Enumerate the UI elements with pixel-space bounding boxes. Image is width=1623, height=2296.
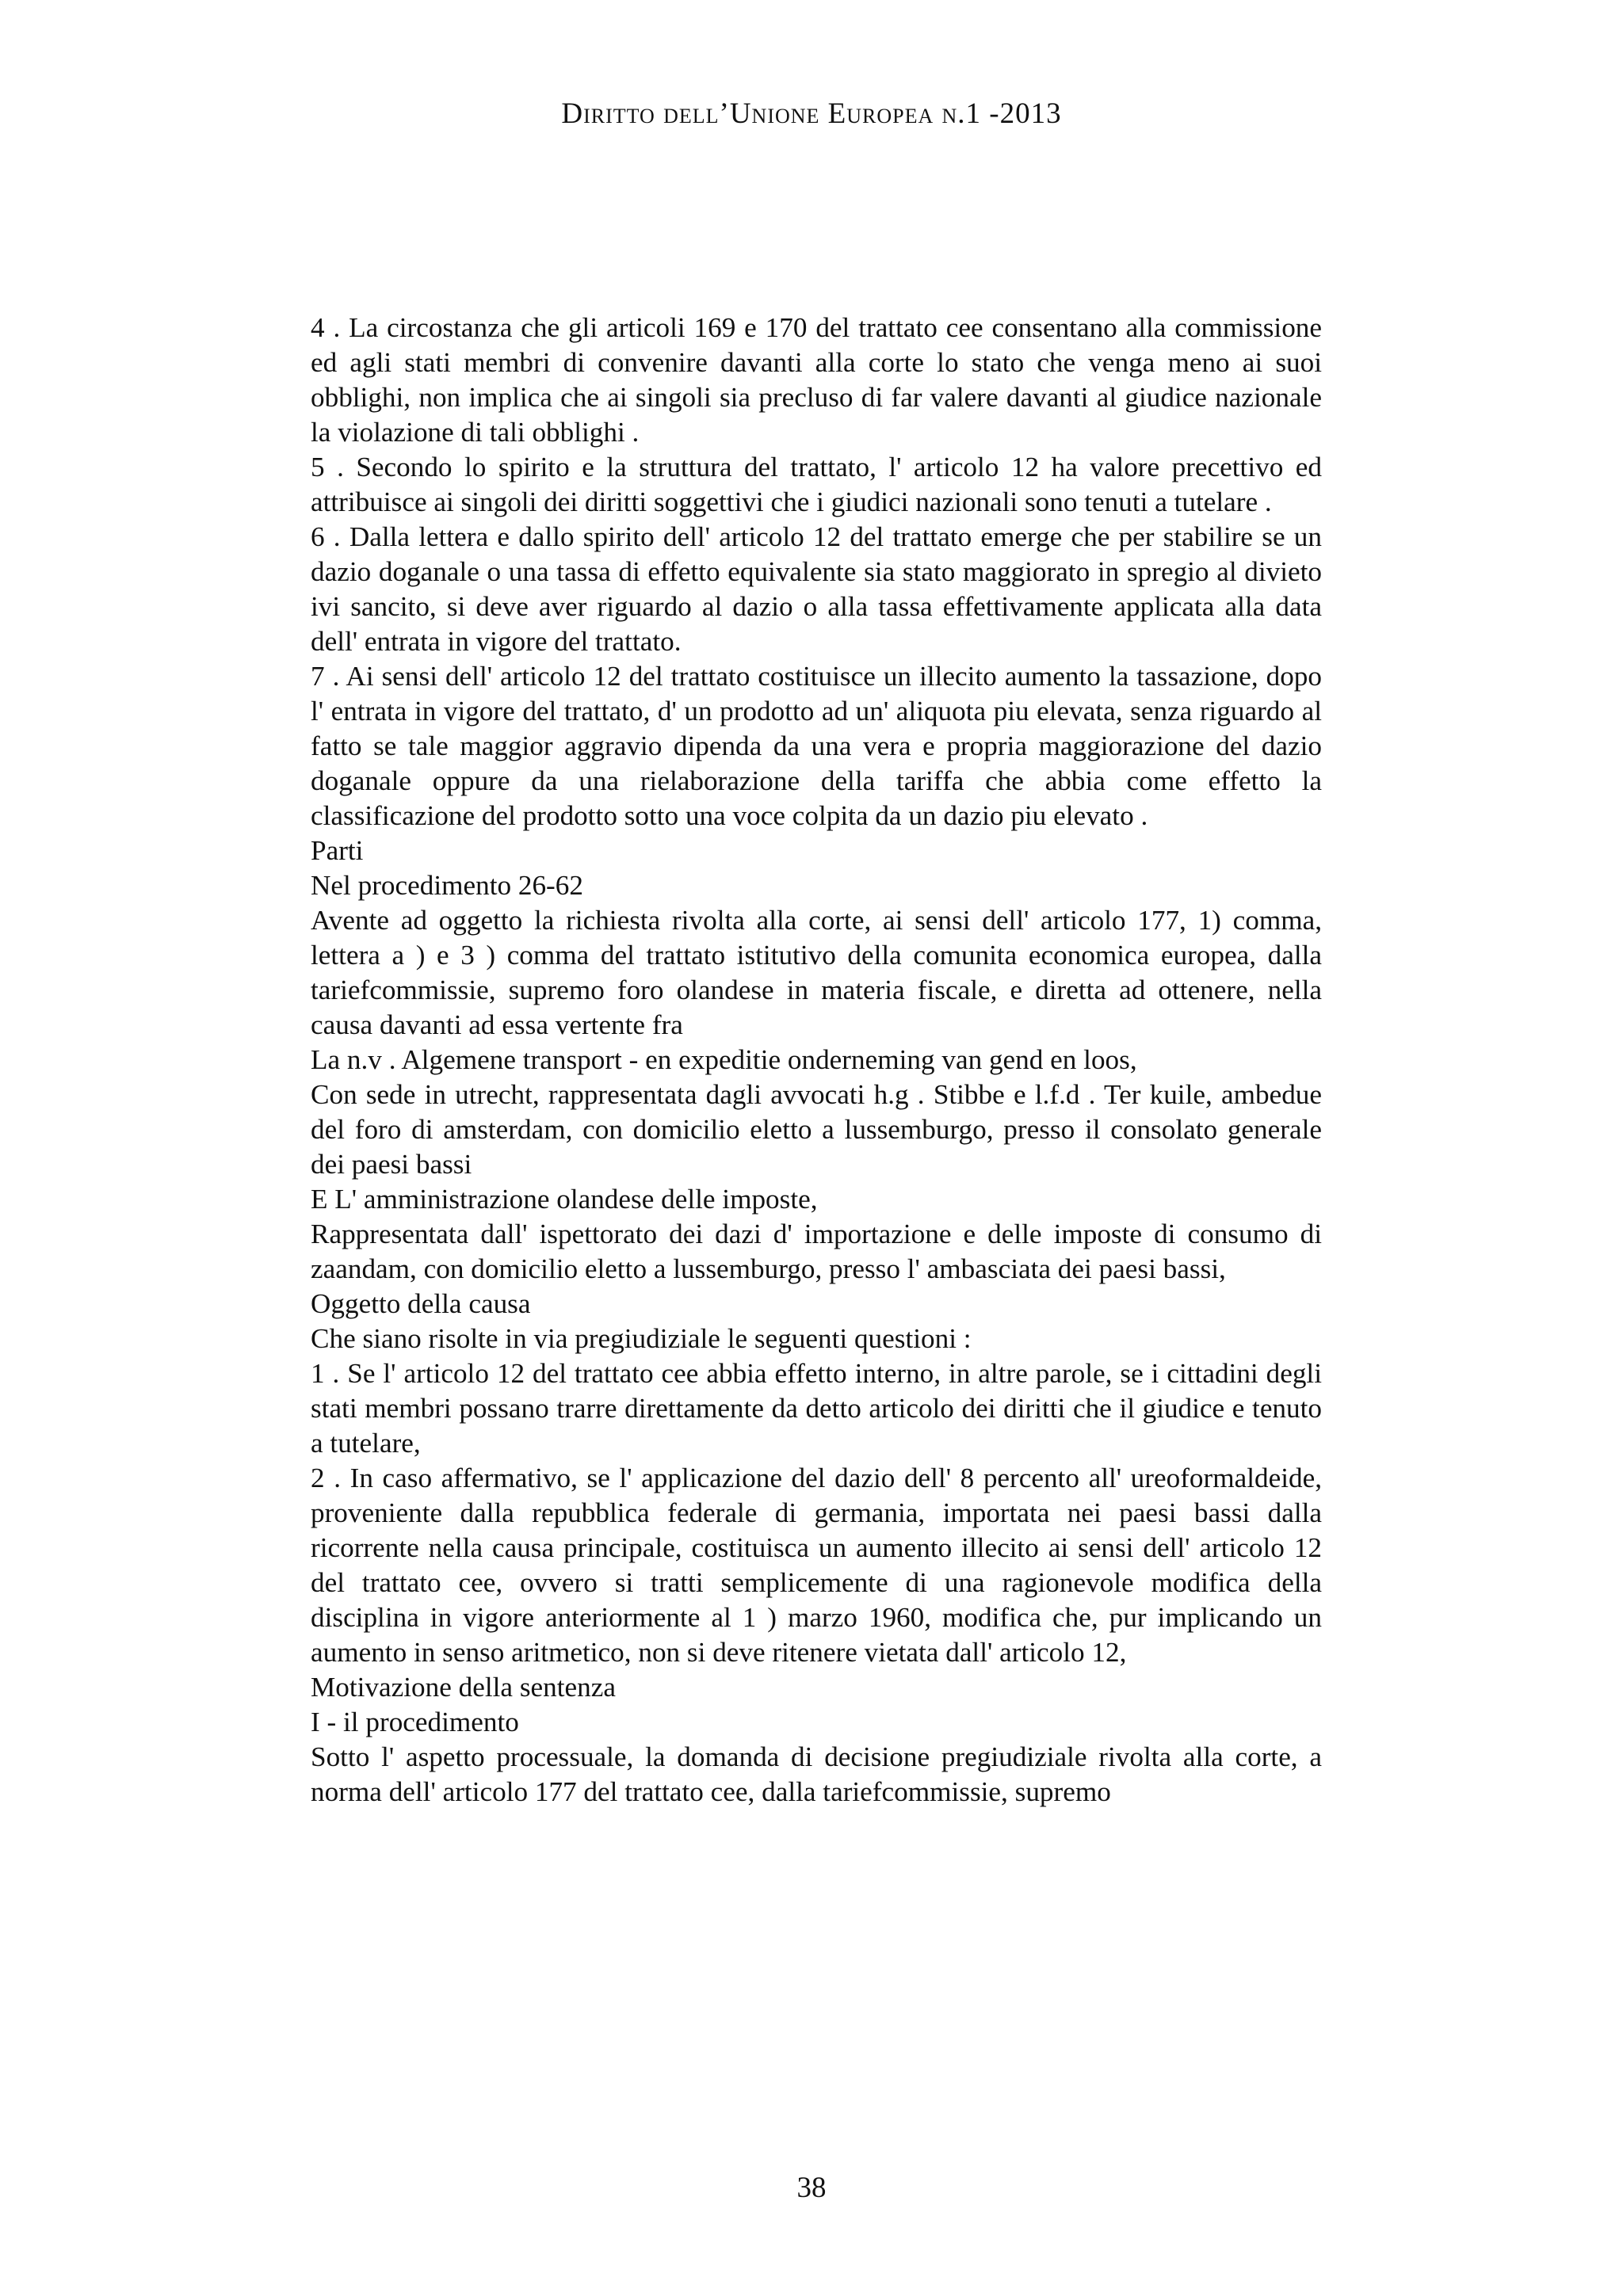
paragraph-party-1-representation: Con sede in utrecht, rappresentata dagli avvocati h.g . Stibbe e l.f.d . Ter kuile, ambedue del foro di amsterdam, con domicilio eletto a lussemburgo, presso il consolato generale dei paesi bassi	[311, 1079, 1322, 1180]
paragraph-question-1: 1 . Se l' articolo 12 del trattato cee abbia effetto interno, in altre parole, se i cittadini degli stati membri possano trarre direttamente da detto articolo dei diritti che il giudice e tenuto a tutelare,	[311, 1358, 1322, 1459]
paragraph-party-2: E L' amministrazione olandese delle imposte,	[311, 1184, 818, 1215]
section-heading-motivazione: Motivazione della sentenza	[311, 1672, 616, 1703]
paragraph-procedural-aspect: Sotto l' aspetto processuale, la domanda di decisione pregiudiziale rivolta alla corte, a norma dell' articolo 177 del trattato cee, dalla tariefcommissie, supremo	[311, 1741, 1322, 1807]
running-header: Diritto dell’Unione Europea n.1 -2013	[561, 97, 1062, 130]
paragraph-party-1: La n.v . Algemene transport - en expeditie onderneming van gend en loos,	[311, 1044, 1137, 1075]
section-heading-oggetto: Oggetto della causa	[311, 1288, 531, 1319]
paragraph-request: Avente ad oggetto la richiesta rivolta alla corte, ai sensi dell' articolo 177, 1) comma, lettera a ) e 3 ) comma del trattato istitutivo della comunita economica europea, dalla tariefcommissie, supremo foro olandese in materia fiscale, e diretta ad ottenere, nella causa davanti ad essa vertente fra	[311, 905, 1322, 1040]
paragraph-party-2-representation: Rappresentata dall' ispettorato dei dazi d' importazione e delle imposte di consumo di zaandam, con domicilio eletto a lussemburgo, presso l' ambasciata dei paesi bassi,	[311, 1219, 1322, 1284]
paragraph-procedure-number: Nel procedimento 26-62	[311, 870, 583, 901]
section-heading-parti: Parti	[311, 835, 364, 866]
paragraph-point-4: 4 . La circostanza che gli articoli 169 e 170 del trattato cee consentano alla commissione ed agli stati membri di convenire davanti alla corte lo stato che venga meno ai suoi obblighi, non implica che ai singoli sia precluso di far valere davanti al giudice nazionale la violazione di tali obblighi .	[311, 312, 1322, 448]
page-number: 38	[796, 2172, 827, 2204]
body-text	[311, 311, 1322, 1810]
paragraph-questions-intro: Che siano risolte in via pregiudiziale le seguenti questioni :	[311, 1323, 972, 1354]
paragraph-point-7: 7 . Ai sensi dell' articolo 12 del trattato costituisce un illecito aumento la tassazione, dopo l' entrata in vigore del trattato, d' un prodotto ad un' aliquota piu elevata, senza riguardo al fatto se tale maggior aggravio dipenda da una vera e propria maggiorazione del dazio doganale oppure da una rielaborazione della tariffa che abbia come effetto la classificazione del prodotto sotto una voce colpita da un dazio piu elevato .	[311, 661, 1322, 831]
paragraph-question-2: 2 . In caso affermativo, se l' applicazione del dazio dell' 8 percento all' ureoformaldeide, proveniente dalla repubblica federale di germania, importata nei paesi bassi dalla ricorrente nella causa principale, costituisca un aumento illecito ai sensi dell' articolo 12 del trattato cee, ovvero si tratti semplicemente di una ragionevole modifica della disciplina in vigore anteriormente al 1 ) marzo 1960, modifica che, pur implicando un aumento in senso aritmetico, non si deve ritenere vietata dall' articolo 12,	[311, 1463, 1322, 1668]
paragraph-point-5: 5 . Secondo lo spirito e la struttura del trattato, l' articolo 12 ha valore precettivo ed attribuisce ai singoli dei diritti soggettivi che i giudici nazionali sono tenuti a tutelare .	[311, 452, 1322, 517]
paragraph-point-6: 6 . Dalla lettera e dallo spirito dell' articolo 12 del trattato emerge che per stabilire se un dazio doganale o una tassa di effetto equivalente sia stato maggiorato in spregio al divieto ivi sancito, si deve aver riguardo al dazio o alla tassa effettivamente applicata alla data dell' entrata in vigore del trattato.	[311, 521, 1322, 657]
section-heading-procedimento: I - il procedimento	[311, 1707, 519, 1737]
